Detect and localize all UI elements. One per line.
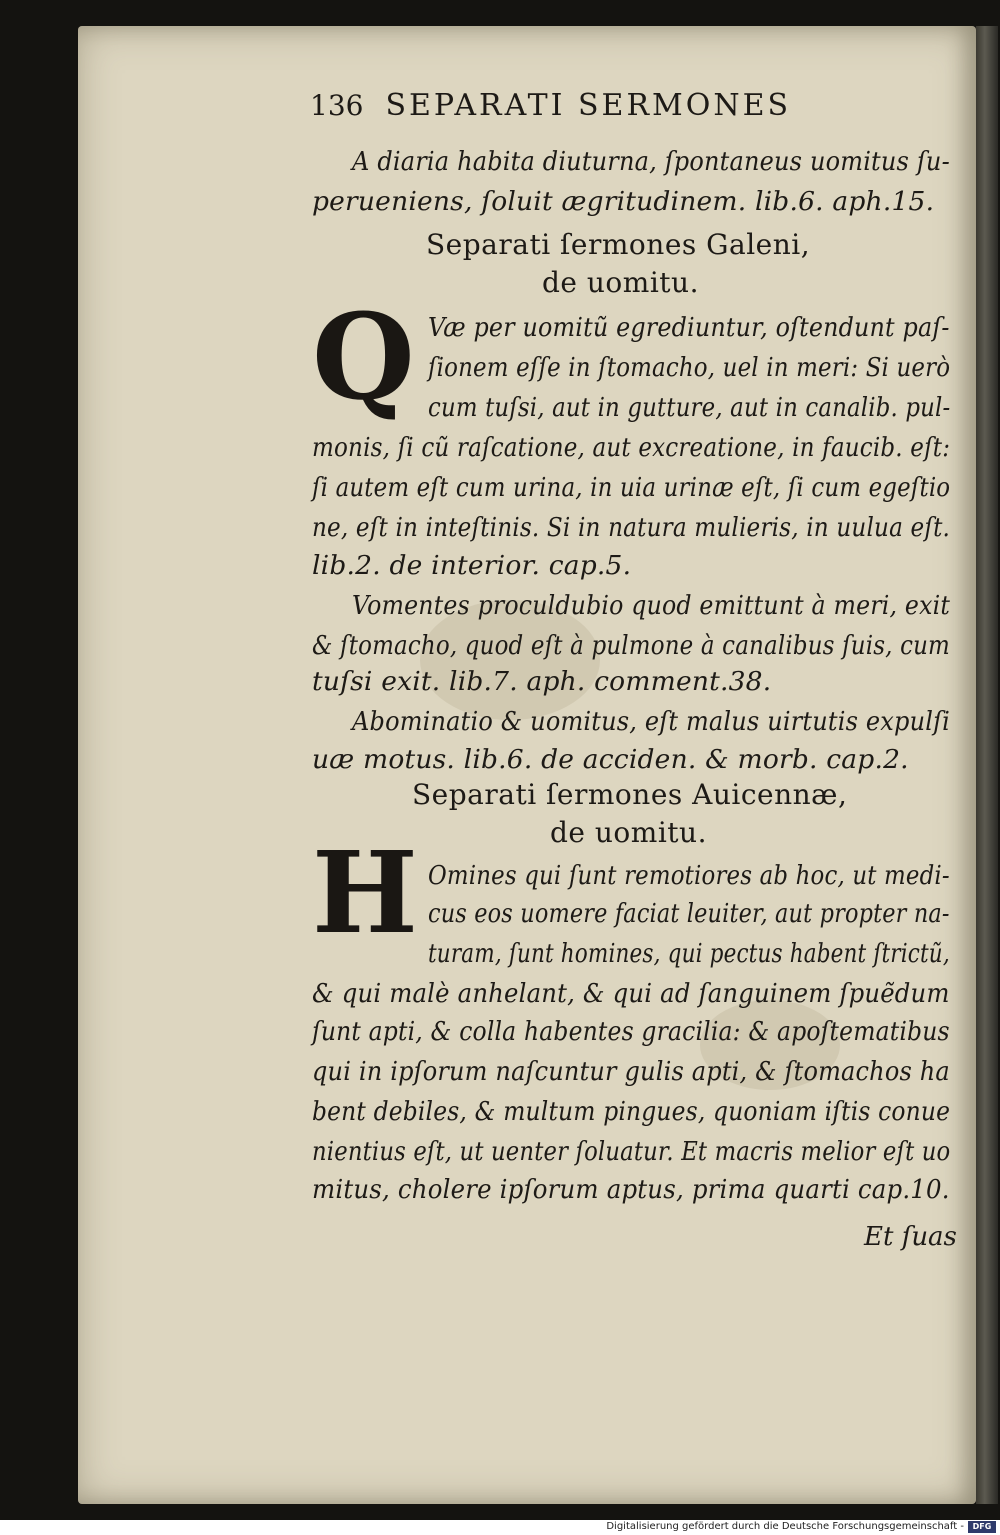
text-line: ſunt apti, & colla habentes gracilia: & apoſtematibus xyxy=(312,1016,950,1047)
text-line: cum tuſsi, aut in gutture, aut in canalib. pul- xyxy=(428,392,951,423)
text-line: A diaria habita diuturna, ſpontaneus uomitus ſu- xyxy=(352,146,950,177)
page-number: 136 xyxy=(310,89,364,122)
drop-capital: H xyxy=(312,828,418,959)
text-line: turam, ſunt homines, qui pectus habent ſtrictũ, xyxy=(428,938,950,969)
text-line: & ſtomacho, quod eſt à pulmone à canalibus ſuis, cum xyxy=(312,630,950,661)
text-line: cus eos uomere faciat leuiter, aut propter na- xyxy=(428,898,950,929)
text-line: & qui malè anhelant, & qui ad ſanguinem ſpuẽdum xyxy=(312,978,950,1009)
footer-credit: Digitalisierung gefördert durch die Deutsche Forschungsgemeinschaft - xyxy=(606,1521,964,1532)
text-line: Væ per uomitũ egrediuntur, oſtendunt paſ- xyxy=(428,312,950,343)
text-line: uæ motus. lib.6. de acciden. & morb. cap.2. xyxy=(312,744,909,775)
text-line: Omines qui ſunt remotiores ab hoc, ut medi- xyxy=(428,860,950,891)
section-heading: de uomitu. xyxy=(542,266,699,299)
section-heading: Separati ſermones Auicennæ, xyxy=(412,778,848,811)
text-line: qui in ipſorum naſcuntur gulis apti, & ſtomachos ha xyxy=(312,1056,950,1087)
dfg-logo: DFG xyxy=(968,1521,996,1533)
text-line: ne, eſt in inteſtinis. Si in natura mulieris, in uulua eſt. xyxy=(312,512,951,543)
text-line: tuſsi exit. lib.7. aph. comment.38. xyxy=(312,666,772,697)
running-title: SEPARATI SERMONES xyxy=(385,88,792,123)
text-line: Vomentes proculdubio quod emittunt à meri, exit xyxy=(352,590,951,621)
text-line: ſi autem eſt cum urina, in uia urinæ eſt, ſi cum egeſtio xyxy=(312,472,951,503)
text-line: Abominatio & uomitus, eſt malus uirtutis expulſi xyxy=(352,706,951,737)
text-line: monis, ſi cũ raſcatione, aut excreatione, in faucib. eſt: xyxy=(312,432,951,463)
catchword: Et ſuas xyxy=(864,1222,957,1252)
text-line: mitus, cholere ipſorum aptus, prima quarti cap.10. xyxy=(312,1174,950,1205)
section-heading: Separati ſermones Galeni, xyxy=(426,228,811,261)
text-line: bent debiles, & multum pingues, quoniam iſtis conue xyxy=(312,1096,951,1127)
text-line: ſionem eſſe in ſtomacho, uel in meri: Si uerò xyxy=(428,352,951,383)
running-head xyxy=(310,88,791,123)
section-heading: de uomitu. xyxy=(550,816,707,849)
text-line: lib.2. de interior. cap.5. xyxy=(312,550,632,581)
text-line: nientius eſt, ut uenter ſoluatur. Et macris melior eſt uo xyxy=(312,1136,951,1167)
page-edge xyxy=(976,26,998,1504)
drop-capital: Q xyxy=(312,287,415,426)
text-line: perueniens, ſoluit ægritudinem. lib.6. aph.15. xyxy=(312,186,935,217)
